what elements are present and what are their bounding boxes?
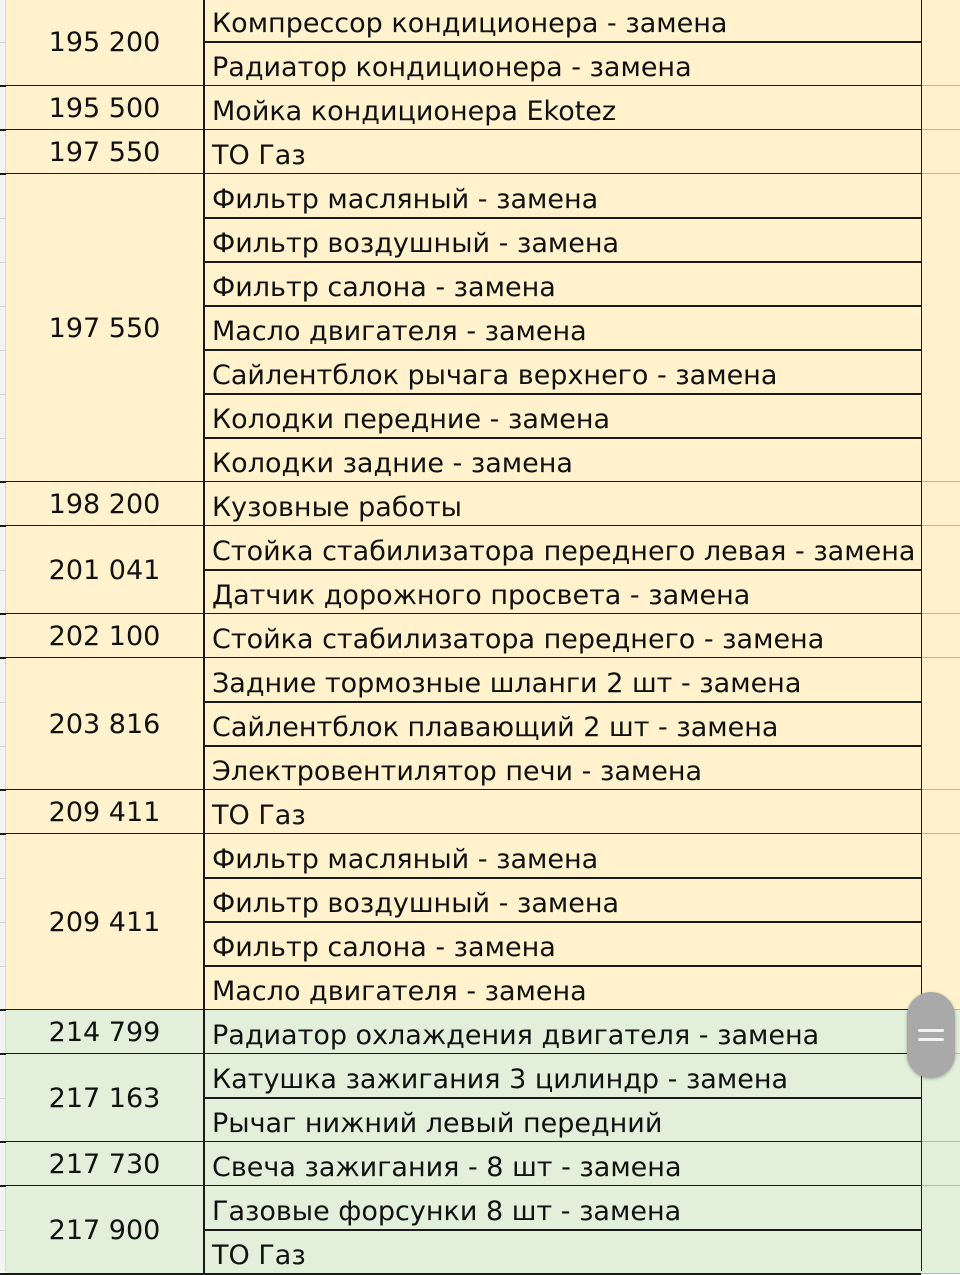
mileage-cell[interactable]: 198 200 — [6, 482, 205, 526]
entry-group — [6, 86, 921, 130]
cell-divider — [205, 877, 921, 879]
cell-divider — [205, 745, 921, 747]
work-item-cell[interactable]: Задние тормозные шланги 2 шт - замена — [212, 668, 802, 699]
mileage-cell[interactable]: 203 816 — [6, 658, 205, 790]
cell-divider — [205, 349, 921, 351]
next-column-cell[interactable] — [921, 174, 960, 482]
mileage-cell[interactable]: 195 500 — [6, 86, 205, 130]
entry-group — [6, 526, 921, 614]
work-item-cell[interactable]: Фильтр воздушный - замена — [212, 228, 620, 259]
cell-divider — [205, 41, 921, 43]
cell-divider — [205, 261, 921, 263]
entry-group — [6, 482, 921, 526]
entry-group — [6, 1010, 921, 1054]
work-item-cell[interactable]: Колодки передние - замена — [212, 404, 611, 435]
next-column-cell[interactable] — [921, 0, 960, 86]
work-item-cell[interactable]: Катушка зажигания 3 цилиндр - замена — [212, 1064, 789, 1095]
entry-group — [6, 614, 921, 658]
mileage-cell[interactable]: 214 799 — [6, 1010, 205, 1054]
next-column-cell[interactable] — [921, 658, 960, 790]
work-item-cell[interactable]: Масло двигателя - замена — [212, 976, 587, 1007]
work-item-cell[interactable]: Сайлентблок плавающий 2 шт - замена — [212, 712, 779, 743]
grip-lines-icon — [918, 1029, 944, 1041]
entry-group — [6, 130, 921, 174]
work-item-cell[interactable]: Сайлентблок рычага верхнего - замена — [212, 360, 778, 391]
entry-group — [6, 1054, 921, 1142]
work-item-cell[interactable]: Рычаг нижний левый передний — [212, 1108, 663, 1139]
work-item-cell[interactable]: ТО Газ — [212, 1240, 306, 1271]
work-item-cell[interactable]: Мойка кондиционера Ekotez — [212, 96, 617, 127]
next-column-cell[interactable] — [921, 1142, 960, 1186]
work-item-cell[interactable]: Стойка стабилизатора переднего левая - замена — [212, 536, 916, 567]
entry-group — [6, 0, 921, 86]
mileage-cell[interactable]: 201 041 — [6, 526, 205, 614]
next-column[interactable] — [921, 0, 960, 1271]
next-column-cell[interactable] — [921, 614, 960, 658]
cell-divider — [205, 965, 921, 967]
work-item-cell[interactable]: Колодки задние - замена — [212, 448, 573, 479]
cell-divider — [205, 305, 921, 307]
mileage-cell[interactable]: 217 163 — [6, 1054, 205, 1142]
entry-group — [6, 1142, 921, 1186]
cell-divider — [205, 437, 921, 439]
work-item-cell[interactable]: ТО Газ — [212, 800, 306, 831]
mileage-cell[interactable]: 197 550 — [6, 174, 205, 482]
next-column-gridline — [921, 1273, 960, 1274]
scroll-handle[interactable] — [907, 992, 955, 1078]
work-item-cell[interactable]: Масло двигателя - замена — [212, 316, 587, 347]
work-item-cell[interactable]: Датчик дорожного просвета - замена — [212, 580, 751, 611]
cell-divider — [205, 701, 921, 703]
work-item-cell[interactable]: Кузовные работы — [212, 492, 463, 523]
next-column-cell[interactable] — [921, 834, 960, 1010]
work-item-cell[interactable]: Свеча зажигания - 8 шт - замена — [212, 1152, 682, 1183]
cell-divider — [205, 393, 921, 395]
next-column-cell[interactable] — [921, 482, 960, 526]
entry-group — [6, 1186, 921, 1274]
mileage-cell[interactable]: 217 730 — [6, 1142, 205, 1186]
cell-divider — [205, 1097, 921, 1099]
next-column-cell[interactable] — [921, 790, 960, 834]
entry-group — [6, 658, 921, 790]
next-column-cell[interactable] — [921, 526, 960, 614]
entry-group — [6, 834, 921, 1010]
next-column-cell[interactable] — [921, 130, 960, 174]
work-item-cell[interactable]: Стойка стабилизатора переднего - замена — [212, 624, 825, 655]
entry-group — [6, 790, 921, 834]
work-item-cell[interactable]: Фильтр масляный - замена — [212, 844, 599, 875]
cell-divider — [205, 217, 921, 219]
work-item-cell[interactable]: Фильтр масляный - замена — [212, 184, 599, 215]
work-item-cell[interactable]: Фильтр салона - замена — [212, 932, 556, 963]
next-column-cell[interactable] — [921, 1186, 960, 1274]
work-item-cell[interactable]: Компрессор кондиционера - замена — [212, 8, 728, 39]
work-item-cell[interactable]: Фильтр салона - замена — [212, 272, 556, 303]
mileage-cell[interactable]: 195 200 — [6, 0, 205, 86]
mileage-cell[interactable]: 209 411 — [6, 790, 205, 834]
entry-group — [6, 174, 921, 482]
cell-divider — [205, 569, 921, 571]
mileage-cell[interactable]: 209 411 — [6, 834, 205, 1010]
cell-divider — [205, 921, 921, 923]
cell-divider — [205, 1229, 921, 1231]
work-item-cell[interactable]: Радиатор кондиционера - замена — [212, 52, 692, 83]
work-item-cell[interactable]: Газовые форсунки 8 шт - замена — [212, 1196, 682, 1227]
work-item-cell[interactable]: Электровентилятор печи - замена — [212, 756, 703, 787]
work-item-cell[interactable]: Фильтр воздушный - замена — [212, 888, 620, 919]
next-column-cell[interactable] — [921, 86, 960, 130]
work-item-cell[interactable]: Радиатор охлаждения двигателя - замена — [212, 1020, 820, 1051]
mileage-cell[interactable]: 202 100 — [6, 614, 205, 658]
mileage-cell[interactable]: 217 900 — [6, 1186, 205, 1274]
work-item-cell[interactable]: ТО Газ — [212, 140, 306, 171]
mileage-cell[interactable]: 197 550 — [6, 130, 205, 174]
